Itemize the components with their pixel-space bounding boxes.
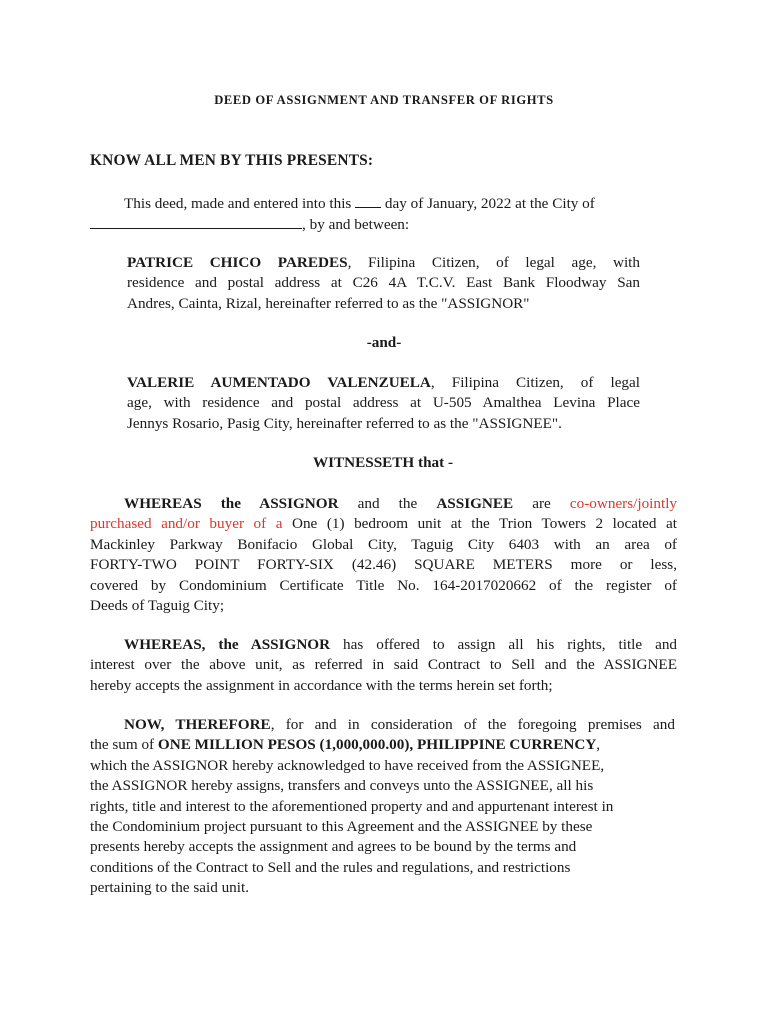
day-blank [355, 193, 381, 208]
highlighted-text: purchased and/or buyer of a [90, 515, 283, 533]
salutation: KNOW ALL MEN BY THIS PRESENTS: [90, 152, 374, 169]
consideration-amount: ONE MILLION PESOS (1,000,000.00), PHILIPPINE CURRENCY [157, 736, 597, 754]
now-therefore-line-6: the Condominium project pursuant to this Agreement and the ASSIGNEE by these [90, 818, 593, 836]
intro-line-1: This deed, made and entered into this day of January, 2022 at the City of [124, 195, 595, 212]
and-separator: -and- [366, 334, 402, 351]
assignee-line-2: age, with residence and postal address at U-505 Amalthea Levina Place [127, 394, 640, 412]
whereas-1-paragraph [90, 494, 677, 616]
whereas-2-paragraph [90, 635, 677, 696]
whereas-1-line-2: purchased and/or buyer of a One (1) bedroom unit at the Trion Towers 2 located at [90, 515, 677, 533]
assignor-paragraph [127, 253, 640, 314]
assignor-line-3: Andres, Cainta, Rizal, hereinafter referred to as the "ASSIGNOR" [127, 294, 530, 312]
now-therefore-line-3: which the ASSIGNOR hereby acknowledged to have received from the ASSIGNEE, [90, 756, 605, 774]
assignor-name: PATRICE CHICO PAREDES [127, 254, 348, 271]
assignor-line-2: residence and postal address at C26 4A T.C.V. East Bank Floodway San [127, 274, 640, 292]
assignee-line-1: VALERIE AUMENTADO VALENZUELA, Filipina Citizen, of legal [127, 374, 640, 391]
now-therefore-line-4: the ASSIGNOR hereby assigns, transfers and conveys unto the ASSIGNEE, all his [90, 777, 594, 795]
now-therefore-line-5: rights, title and interest to the aforementioned property and and appurtenant interest in [90, 797, 614, 815]
whereas-1-line-4: FORTY-TWO POINT FORTY-SIX (42.46) SQUARE METERS more or less, [90, 556, 677, 574]
now-therefore-line-2: the sum of ONE MILLION PESOS (1,000,000.00), PHILIPPINE CURRENCY, [90, 736, 601, 754]
witnesseth-heading: WITNESSETH that - [312, 454, 454, 471]
city-blank [90, 214, 302, 229]
document-title: DEED OF ASSIGNMENT AND TRANSFER OF RIGHTS [214, 93, 554, 107]
assignee-line-3: Jennys Rosario, Pasig City, hereinafter referred to as the "ASSIGNEE". [127, 414, 562, 432]
now-therefore-paragraph [90, 715, 675, 899]
whereas-1-line-1: WHEREAS the ASSIGNOR and the ASSIGNEE are co-owners/jointly [124, 495, 678, 512]
now-therefore-line-7: presents hereby accepts the assignment and agrees to be bound by the terms and [90, 838, 577, 856]
assignee-paragraph [127, 373, 640, 434]
whereas-1-line-3: Mackinley Parkway Bonifacio Global City, Taguig City 6403 with an area of [90, 535, 677, 553]
assignor-line-1: PATRICE CHICO PAREDES, Filipina Citizen, of legal age, with [127, 254, 640, 271]
intro-line-2: , by and between: [90, 214, 650, 235]
whereas-1-line-5: covered by Condominium Certificate Title No. 164-2017020662 of the register of [90, 576, 677, 594]
now-therefore-line-1: NOW, THEREFORE, for and in consideration of the foregoing premises and [124, 716, 675, 733]
whereas-2-line-1: WHEREAS, the ASSIGNOR has offered to assign all his rights, title and [124, 636, 678, 653]
whereas-1-line-6: Deeds of Taguig City; [90, 597, 225, 615]
whereas-2-line-2: interest over the above unit, as referred in said Contract to Sell and the ASSIGNEE [90, 656, 677, 674]
now-therefore-line-9: pertaining to the said unit. [90, 879, 250, 897]
assignee-name: VALERIE AUMENTADO VALENZUELA [127, 374, 431, 391]
intro-paragraph [90, 193, 650, 236]
now-therefore-line-8: conditions of the Contract to Sell and the rules and regulations, and restrictions [90, 858, 571, 876]
whereas-2-line-3: hereby accepts the assignment in accordance with the terms herein set forth; [90, 676, 553, 694]
highlighted-text: co-owners/jointly [569, 495, 678, 512]
